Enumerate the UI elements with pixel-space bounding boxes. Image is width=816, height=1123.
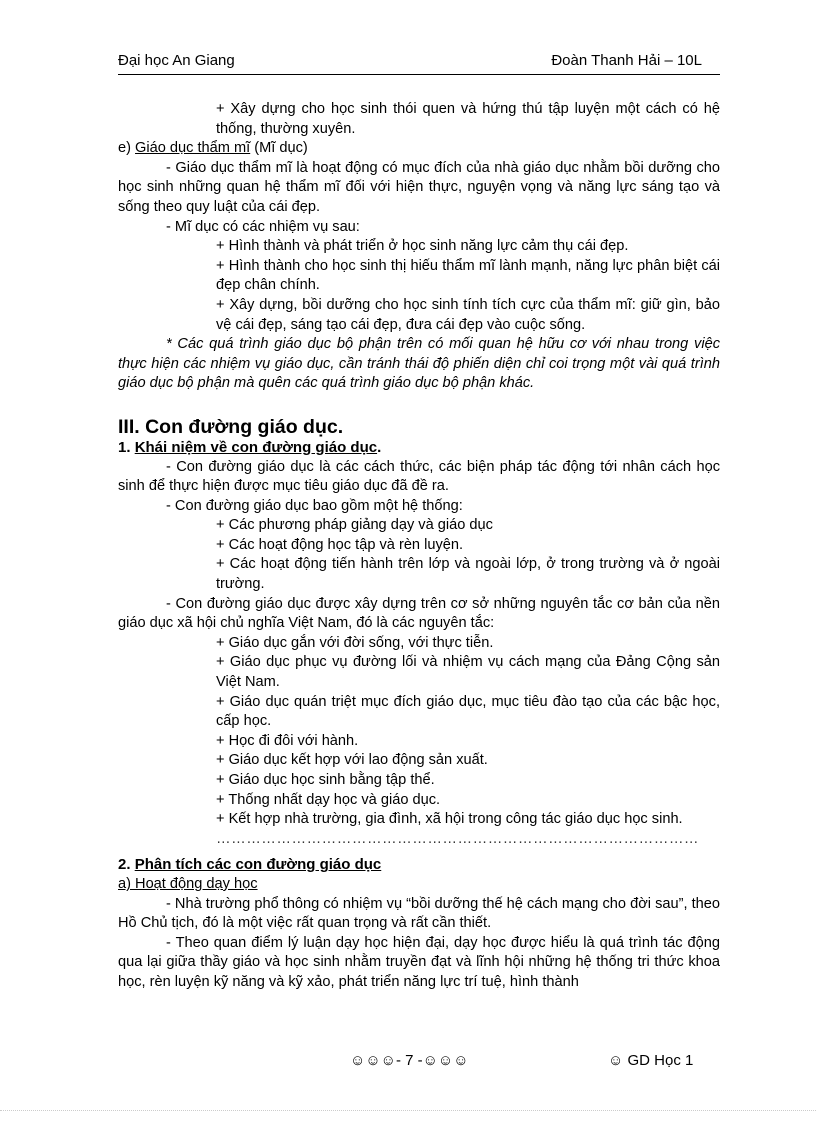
list-item: + Giáo dục kết hợp với lao động sản xuất. (216, 752, 488, 769)
paragraph: - Theo quan điểm lý luận dạy học hiện đại, dạy học được hiểu là quá trình tác động qua lại giữa thầy giáo và học sinh nhằm truyền đạt và lĩnh hội những hệ thống tri thức khoa học, rèn luyện kỹ năng và kỹ xảo, phát triển năng lực trí tuệ, hình thành (118, 934, 720, 990)
list-item: + Học đi đôi với hành. (216, 732, 359, 749)
list-item: + Các hoạt động tiến hành trên lớp và ngoài lớp, ở trong trường và ở ngoài trường. (216, 556, 720, 593)
footer-label: ☺ GD Học 1 (608, 1052, 694, 1069)
list-item: + Hình thành cho học sinh thị hiếu thẩm mĩ lành mạnh, năng lực phân biệt cái đẹp chân chính. (216, 257, 720, 294)
list-item: + Kết hợp nhà trường, gia đình, xã hội trong công tác giáo dục học sinh. (216, 811, 683, 828)
list-item: + Các hoạt động học tập và rèn luyện. (216, 536, 464, 553)
paragraph: - Nhà trường phổ thông có nhiệm vụ “bồi dưỡng thế hệ cách mạng cho đời sau”, theo Hồ Chủ tịch, đó là một việc rất quan trọng và rất cần thiết. (118, 895, 720, 932)
page-bottom-edge (0, 1110, 816, 1111)
subsection-1-suffix: . (377, 438, 382, 456)
subheading-e-suffix: (Mĩ dục) (250, 140, 308, 157)
subsection-2-prefix: 2. (118, 856, 135, 874)
note-paragraph: * Các quá trình giáo dục bộ phận trên có mối quan hệ hữu cơ với nhau trong việc thực hiện các nhiệm vụ giáo dục, cần tránh thái độ phiến diện chỉ coi trọng một vài quá trình giáo dục bộ phận mà quên các quá trình giáo dục bộ phận khác. (118, 336, 720, 392)
list-item: + Giáo dục học sinh bằng tập thể. (216, 772, 435, 788)
paragraph: - Con đường giáo dục là các cách thức, các biện pháp tác động tới nhân cách học sinh để thực hiện được mục tiêu giáo dục đã đề ra. (118, 458, 720, 495)
paragraph: - Giáo dục thẩm mĩ là hoạt động có mục đích của nhà giáo dục nhằm bồi dưỡng cho học sinh những quan hệ thẩm mĩ đối với hiện thực, nguyện vọng và năng lực sáng tạo và sống theo quy luật của cái đẹp. (118, 159, 720, 215)
list-item: + Thống nhất dạy học và giáo dục. (216, 791, 441, 808)
list-item: + Giáo dục gắn với đời sống, với thực tiễn. (216, 634, 494, 651)
paragraph: - Mĩ dục có các nhiệm vụ sau: (166, 218, 360, 235)
page-header (118, 52, 720, 75)
document-body (118, 100, 720, 993)
subsection-1-title: Khái niệm về con đường giáo dục (134, 438, 378, 456)
subsection-2-title: Phân tích các con đường giáo dục (134, 856, 382, 874)
subsection-heading-2 (118, 855, 720, 875)
header-author: Đoàn Thanh Hải – 10L (551, 52, 702, 69)
paragraph: - Con đường giáo dục bao gồm một hệ thống: (166, 497, 463, 514)
subheading-e-prefix: e) (118, 140, 136, 157)
page-number: ☺☺☺- 7 -☺☺☺ (350, 1052, 469, 1069)
list-item: + Hình thành và phát triển ở học sinh năng lực cảm thụ cái đẹp. (216, 238, 629, 255)
subsection-1-prefix: 1. (118, 438, 135, 456)
dotted-separator: …………………………………………………………………………………… (216, 830, 699, 847)
paragraph: - Con đường giáo dục được xây dựng trên cơ sở những nguyên tắc cơ bản của nền giáo dục xã hội chủ nghĩa Việt Nam, đó là các nguyên tắc: (118, 595, 720, 632)
section-heading: III. Con đường giáo dục. (118, 415, 344, 438)
list-item: + Các phương pháp giảng dạy và giáo dục (216, 517, 493, 534)
list-item: + Giáo dục phục vụ đường lối và nhiệm vụ cách mạng của Đảng Cộng sản Việt Nam. (216, 654, 720, 691)
list-item: + Giáo dục quán triệt mục đích giáo dục, mục tiêu đào tạo của các bậc học, cấp học. (216, 693, 720, 730)
subheading-e-title: Giáo dục thẩm mĩ (135, 140, 251, 157)
subheading-e (118, 139, 720, 159)
subheading-a: a) Hoạt động dạy học (118, 875, 258, 892)
header-institution: Đại học An Giang (118, 52, 235, 69)
subsection-heading-1 (118, 438, 720, 458)
list-item: + Xây dựng, bồi dưỡng cho học sinh tính tích cực của thẩm mĩ: giữ gìn, bảo vệ cái đẹp, sáng tạo cái đẹp, đưa cái đẹp vào cuộc sống. (216, 296, 720, 333)
paragraph: + Xây dựng cho học sinh thói quen và hứng thú tập luyện một cách có hệ thống, thường xuyên. (216, 101, 720, 137)
